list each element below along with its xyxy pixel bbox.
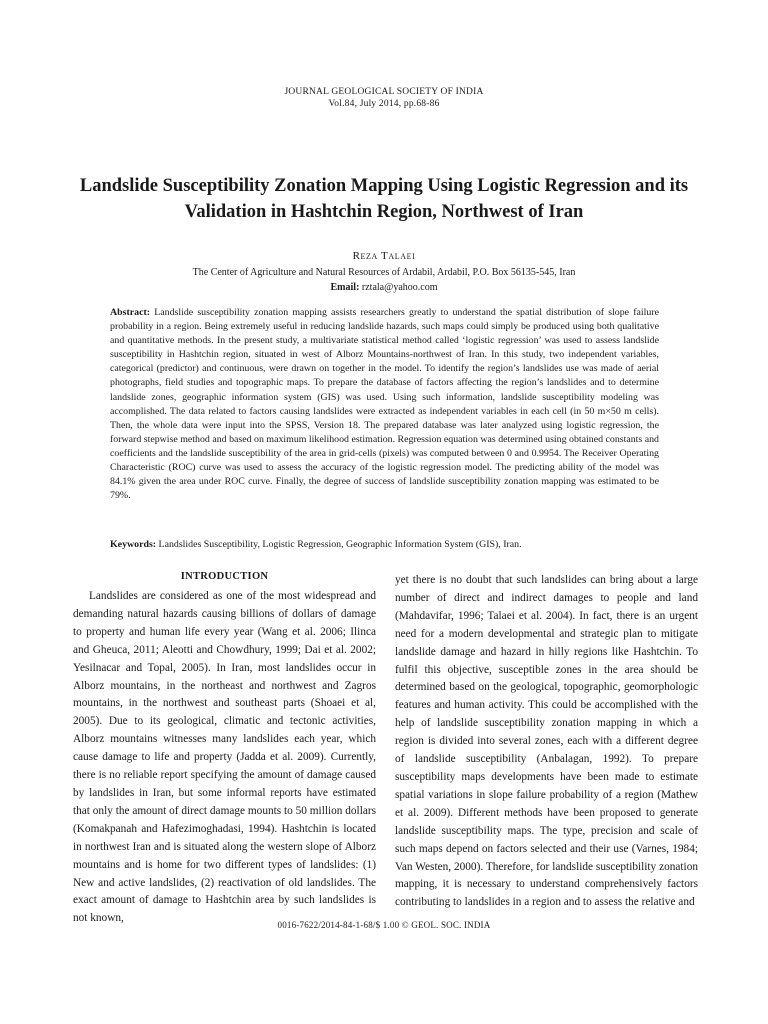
journal-volume: Vol.84, July 2014, pp.68-86 <box>328 99 440 109</box>
author-affiliation: The Center of Agriculture and Natural Resources of Ardabil, Ardabil, P.O. Box 56135-545, Iran <box>192 267 576 278</box>
journal-header <box>0 86 768 110</box>
paper-title: Landslide Susceptibility Zonation Mapping Using Logistic Regression and its Validation in Hashtchin Region, Northwest of Iran <box>79 176 689 222</box>
abstract-text: Landslide susceptibility zonation mapping assists researchers greatly to understand the spatial distribution of slope failure probability in a region. Being extremely useful in reducing landslide hazards, such maps could simply be produced using both qualitative and quantitative methods. In the present study, a multivariate statistical method called ‘logistic regression’ was used to assess landslide susceptibility in Hashtchin region, situated in west of Alborz Mountains-northwest of Iran. In this study, two independent variables, categorical (predictor) and continuous, were drawn on together in the model. To identify the region’s landslides use was made of aerial photographs, field studies and topographic maps. To prepare the database of factors affecting the region’s landslides and to determine landslide zones, geographic information system (GIS) was used. Using such information, landslide susceptibility modeling was accomplished. The data related to factors causing landslides were extracted as independent variables in each cell (in 50 m×50 m cells). Then, the whole data were input into the SPSS, Version 18. The prepared database was later analyzed using logistic regression, the forward stepwise method and based on maximum likelihood estimation. Regression equation was determined using obtained constants and coefficients and the landslide susceptibility of the area in grid-cells (pixels) was computed between 0 and 0.9954. The Receiver Operating Characteristic (ROC) curve was used to assess the accuracy of the logistic regression model. The predicting ability of the model was 84.1% given the area under ROC curve. Finally, the degree of success of landslide susceptibility zonation mapping was estimated to be 79%. <box>110 307 659 502</box>
keywords <box>110 538 659 552</box>
abstract-label: Abstract: <box>110 307 151 318</box>
section-heading-introduction: INTRODUCTION <box>180 571 269 582</box>
copyright-footer: 0016-7622/2014-84-1-68/$ 1.00 © GEOL. SOC. INDIA <box>277 920 491 930</box>
email-label: Email: <box>330 282 360 293</box>
journal-name: JOURNAL GEOLOGICAL SOCIETY OF INDIA <box>284 87 484 97</box>
abstract <box>110 306 659 503</box>
body-column-left <box>73 570 376 928</box>
intro-paragraph-right: yet there is no doubt that such landslides can bring about a large number of direct and indirect damages to people and land (Mahdavifar, 1996; Talaei et al. 2004). In fact, there is an urgent need for a modern developmental and strategic plan to mitigate landslide damage and hazard in hilly regions like Hashtchin. To fulfil this objective, susceptible zones in the area should be determined based on the geological, topographic, geomorphologic features and human activity. This could be accomplished with the help of landslide susceptibility zonation mapping in which a region is divided into several zones, each with a different degree of landslide susceptibility (Anbalagan, 1992). To prepare susceptibility maps developments have been made to estimate spatial variations in slope failure probability of a region (Mathew et al. 2009). Different methods have been proposed to generate landslide susceptibility maps. The type, precision and scale of such maps depend on factors selected and their use (Varnes, 1984; Van Westen, 2000). Therefore, for landslide susceptibility zonation mapping, it is necessary to understand comprehensively factors contributing to landslides in a region and to assess the relative and <box>395 574 698 909</box>
author-name: Reza Talaei <box>352 250 416 262</box>
keywords-label: Keywords: <box>110 539 157 550</box>
email-address[interactable]: rztala@yahoo.com <box>361 282 438 293</box>
author-email <box>0 281 768 295</box>
body-column-right <box>395 572 698 912</box>
intro-paragraph-left: Landslides are considered as one of the most widespread and demanding natural hazards causing billions of dollars of damage to property and human life every year (Wang et al. 2006; Ilinca and Gheuca, 2011; Aleotti and Chowdhury, 1999; Dai et al. 2002; Yesilnacar and Topal, 2005). In Iran, most landslides occur in Alborz mountains, in the northeast and northwest and Zagros mountains, in the northwest and southeast parts (Shoaei et al, 2005). Due to its geological, climatic and tectonic activities, Alborz mountains witnesses many landslides each year, which cause damage to life and property (Jadda et al. 2009). Currently, there is no reliable report specifying the amount of damage caused by landslides in Iran, but some informal reports have estimated that only the amount of direct damage mounts to 50 million dollars (Komakpanah and Hafezimoghadasi, 1994). Hashtchin is located in northwest Iran and is situated along the western slope of Alborz mountains and is home for two different types of landslides: (1) New and active landslides, (2) reactivation of old landslides. The exact amount of damage to Hashtchin area by such landslides is not known, <box>73 590 376 925</box>
keywords-text: Landslides Susceptibility, Logistic Regression, Geographic Information System (GIS), Iran. <box>158 539 522 550</box>
